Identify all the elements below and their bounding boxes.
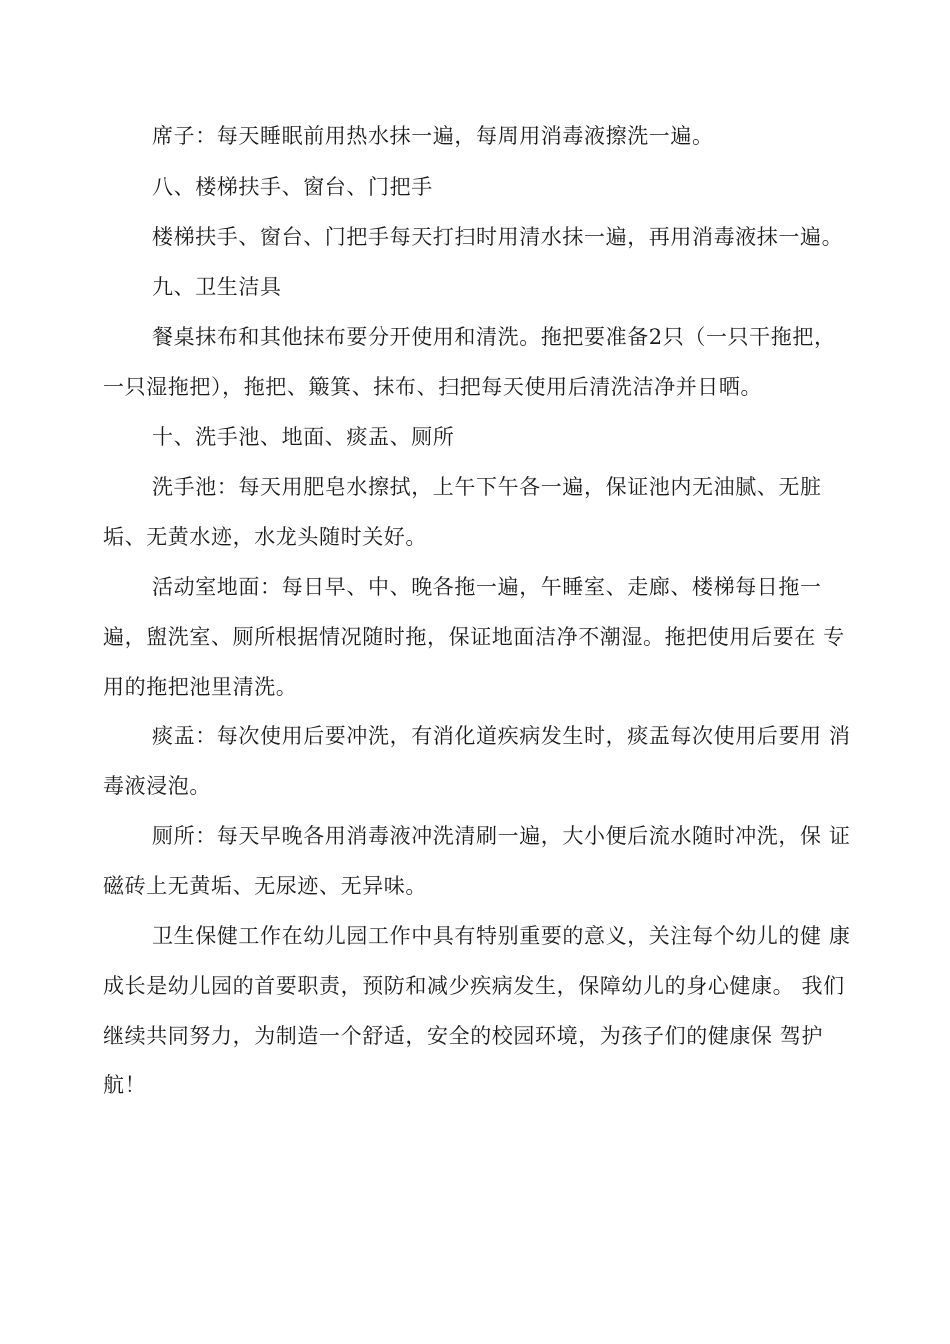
paragraph-mat: 席子：每天睡眠前用热水抹一遍，每周用消毒液擦洗一遍。 (152, 124, 714, 148)
paragraph-spittoon-line-2: 毒液浸泡。 (103, 774, 211, 798)
paragraph-cleaning-tools-line-2: 一只湿拖把），拖把、簸箕、抹布、扫把每天使用后清洗洁净并日晒。 (103, 375, 763, 399)
paragraph-toilet-line-2: 磁砖上无黄垢、无尿迹、无异味。 (103, 874, 427, 898)
paragraph-spittoon-line-1: 痰盂：每次使用后要冲洗，有消化道疾病发生时，痰盂每次使用后要用 消 (152, 724, 851, 748)
paragraph-toilet-line-1: 厕所：每天早晚各用消毒液冲洗清刷一遍，大小便后流水随时冲洗，保 证 (152, 824, 851, 848)
paragraph-handrail: 楼梯扶手、窗台、门把手每天打扫时用清水抹一遍，再用消毒液抹一遍。 (152, 225, 844, 249)
paragraph-cleaning-tools-line-1: 餐桌抹布和其他抹布要分开使用和清洗。拖把要准备2只（一只干拖把， (152, 325, 836, 349)
paragraph-conclusion-line-2: 成长是幼儿园的首要职责，预防和减少疾病发生，保障幼儿的身心健康。 我们 (103, 974, 845, 998)
paragraph-conclusion-line-1: 卫生保健工作在幼儿园工作中具有特别重要的意义，关注每个幼儿的健 康 (152, 924, 851, 948)
paragraph-sink-line-2: 垢、无黄水迹，水龙头随时关好。 (103, 525, 427, 549)
paragraph-floor-line-3: 用的拖把池里清洗。 (103, 675, 298, 699)
heading-section-10: 十、洗手池、地面、痰盂、厕所 (152, 425, 455, 449)
paragraph-conclusion-line-4: 航！ (103, 1073, 147, 1097)
heading-section-8: 八、楼梯扶手、窗台、门把手 (152, 175, 433, 199)
paragraph-floor-line-2: 遍，盥洗室、厕所根据情况随时拖，保证地面洁净不潮湿。拖把使用后要在 专 (103, 625, 845, 649)
paragraph-sink-line-1: 洗手池：每天用肥皂水擦拭，上午下午各一遍，保证池内无油腻、无脏 (152, 475, 822, 499)
paragraph-conclusion-line-3: 继续共同努力，为制造一个舒适，安全的校园环境，为孩子们的健康保 驾护 (103, 1024, 824, 1048)
paragraph-floor-line-1: 活动室地面：每日早、中、晚各拖一遍，午睡室、走廊、楼梯每日拖一 (152, 575, 822, 599)
heading-section-9: 九、卫生洁具 (152, 275, 282, 299)
